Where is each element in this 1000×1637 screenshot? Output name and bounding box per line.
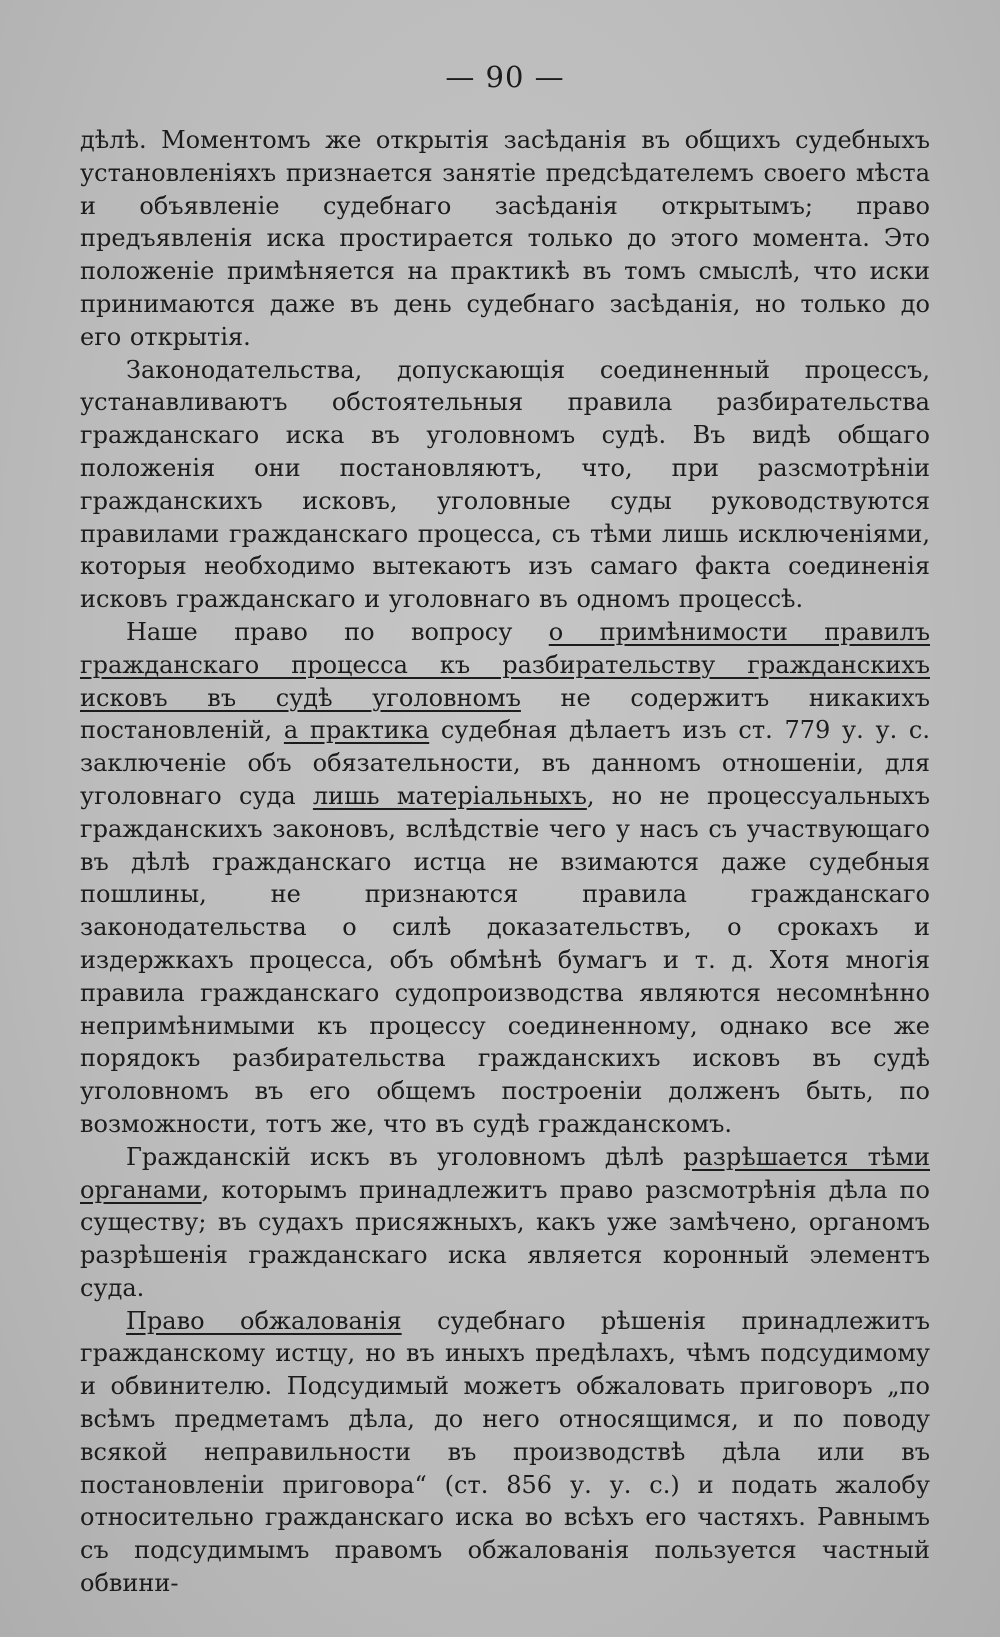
text-segment: Моментомъ же открытія засѣданія въ общихъ судебныхъ установленіяхъ признается занятіе предсѣдателемъ своего мѣста и объявленіе судебнаго засѣданія открытымъ; право предъявленія иска простирается только до этого момента. Это положеніе примѣняется на практикѣ въ томъ смыслѣ, что иски принимаются даже въ день судебнаго засѣданія, но только до его открытія.: [80, 126, 931, 351]
text-segment: судебная дѣлаетъ изъ ст. 779 у. у. с. заключеніе объ обязательности, въ данномъ отношеніи, для уголовнаго суда: [80, 716, 931, 810]
underlined-text: о примѣнимости правилъ гражданскаго процесса къ разбирательству гражданскихъ исковъ въ судѣ уголовномъ: [80, 617, 930, 712]
text-segment: не содержитъ никакихъ постановленій,: [80, 683, 930, 745]
text-segment: дѣлѣ.: [80, 126, 162, 154]
text-body: [80, 124, 930, 1600]
paragraph: [80, 616, 930, 1141]
text-segment: Гражданскій искъ въ уголовномъ дѣлѣ: [126, 1142, 684, 1171]
underlined-text: лишь матеріальныхъ: [312, 781, 587, 810]
paragraph: [80, 1141, 930, 1305]
text-segment: Наше право по вопросу: [126, 617, 549, 646]
text-segment: , которымъ принадлежитъ право разсмотрѣнія дѣла по существу; въ судахъ присяжныхъ, какъ уже замѣчено, органомъ разрѣшенія гражданскаго иска является коронный элементъ суда.: [80, 1175, 930, 1302]
underlined-text: а практика: [283, 716, 430, 745]
text-segment: Законодательства, допускающія соединенный процессъ, устанавливаютъ обстоятельныя правила разбирательства гражданскаго иска въ уголовномъ судѣ. Въ видѣ общаго положенія они постановляютъ, что, при разсмотрѣніи гражданскихъ исковъ, уголовные суды руководствуются правилами гражданскаго процесса, съ тѣми лишь исключеніями, которыя необходимо вытекаютъ изъ самаго факта соединенія исковъ гражданскаго и уголовнаго въ одномъ процессѣ.: [80, 355, 930, 614]
paragraph: [80, 1305, 930, 1600]
paragraph: [80, 124, 930, 354]
paragraph: [80, 354, 930, 616]
text-segment: , но не процессуальныхъ гражданскихъ законовъ, вслѣдствіе чего у насъ съ участвующаго въ дѣлѣ гражданскаго истца не взимаются даже судебныя пошлины, не признаются правила гражданскаго законодательства о силѣ доказательствъ, о срокахъ и издержкахъ процесса, объ обмѣнѣ бумагъ и т. д. Хотя многія правила гражданскаго судопроизводства являются несомнѣнно непримѣнимыми къ процессу соединенному, однако все же порядокъ разбирательства гражданскихъ исковъ въ судѣ уголовномъ въ его общемъ построеніи долженъ быть, по возможности, тотъ же, что въ судѣ гражданскомъ.: [80, 781, 930, 1138]
page-number: — 90 —: [445, 60, 565, 94]
underlined-text: разрѣшается тѣми органами: [80, 1142, 931, 1204]
text-segment: судебнаго рѣшенія принадлежитъ гражданскому истцу, но въ иныхъ предѣлахъ, чѣмъ подсудимому и обвинителю. Подсудимый можетъ обжаловать приговоръ „по всѣмъ предметамъ дѣла, до него относящимся, и по поводу всякой неправильности въ производствѣ дѣла или въ постановленіи приговора“ (ст. 856 у. у. с.) и подать жалобу относительно гражданскаго иска во всѣхъ его частяхъ. Равнымъ съ подсудимымъ правомъ обжалованія пользуется частный обвини-: [80, 1306, 930, 1598]
underlined-text: Право обжалованія: [126, 1306, 402, 1335]
